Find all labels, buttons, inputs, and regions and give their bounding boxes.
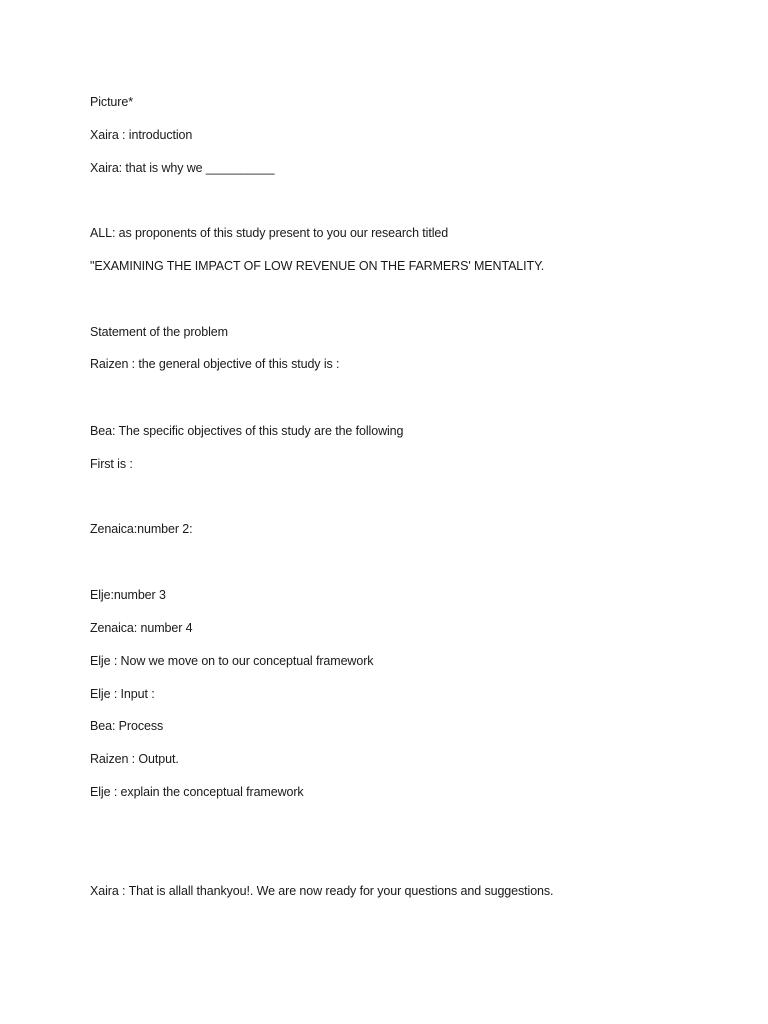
line-zenaica-number-2: Zenaica:number 2: [90,522,193,536]
line-raizen-general-objective: Raizen : the general objective of this study is : [90,357,340,371]
line-raizen-output: Raizen : Output. [90,752,179,766]
line-zenaica-number-4: Zenaica: number 4 [90,621,193,635]
line-elje-conceptual-framework: Elje : Now we move on to our conceptual framework [90,654,374,668]
line-statement-of-problem: Statement of the problem [90,325,228,339]
line-elje-explain: Elje : explain the conceptual framework [90,785,304,799]
line-research-title: "EXAMINING THE IMPACT OF LOW REVENUE ON THE FARMERS' MENTALITY. [90,259,545,273]
line-bea-specific-objectives: Bea: The specific objectives of this study are the following [90,424,404,438]
line-xaira-closing: Xaira : That is allall thankyou!. We are now ready for your questions and suggestions. [90,884,554,898]
line-all-proponents: ALL: as proponents of this study present to you our research titled [90,226,449,240]
line-elje-number-3: Elje:number 3 [90,588,166,602]
line-elje-input: Elje : Input : [90,687,155,701]
line-bea-process: Bea: Process [90,719,164,733]
line-xaira-introduction: Xaira : introduction [90,128,193,142]
line-picture: Picture* [90,95,133,109]
line-xaira-that-is-why: Xaira: that is why we __________ [90,161,275,175]
line-first-is: First is : [90,457,133,471]
